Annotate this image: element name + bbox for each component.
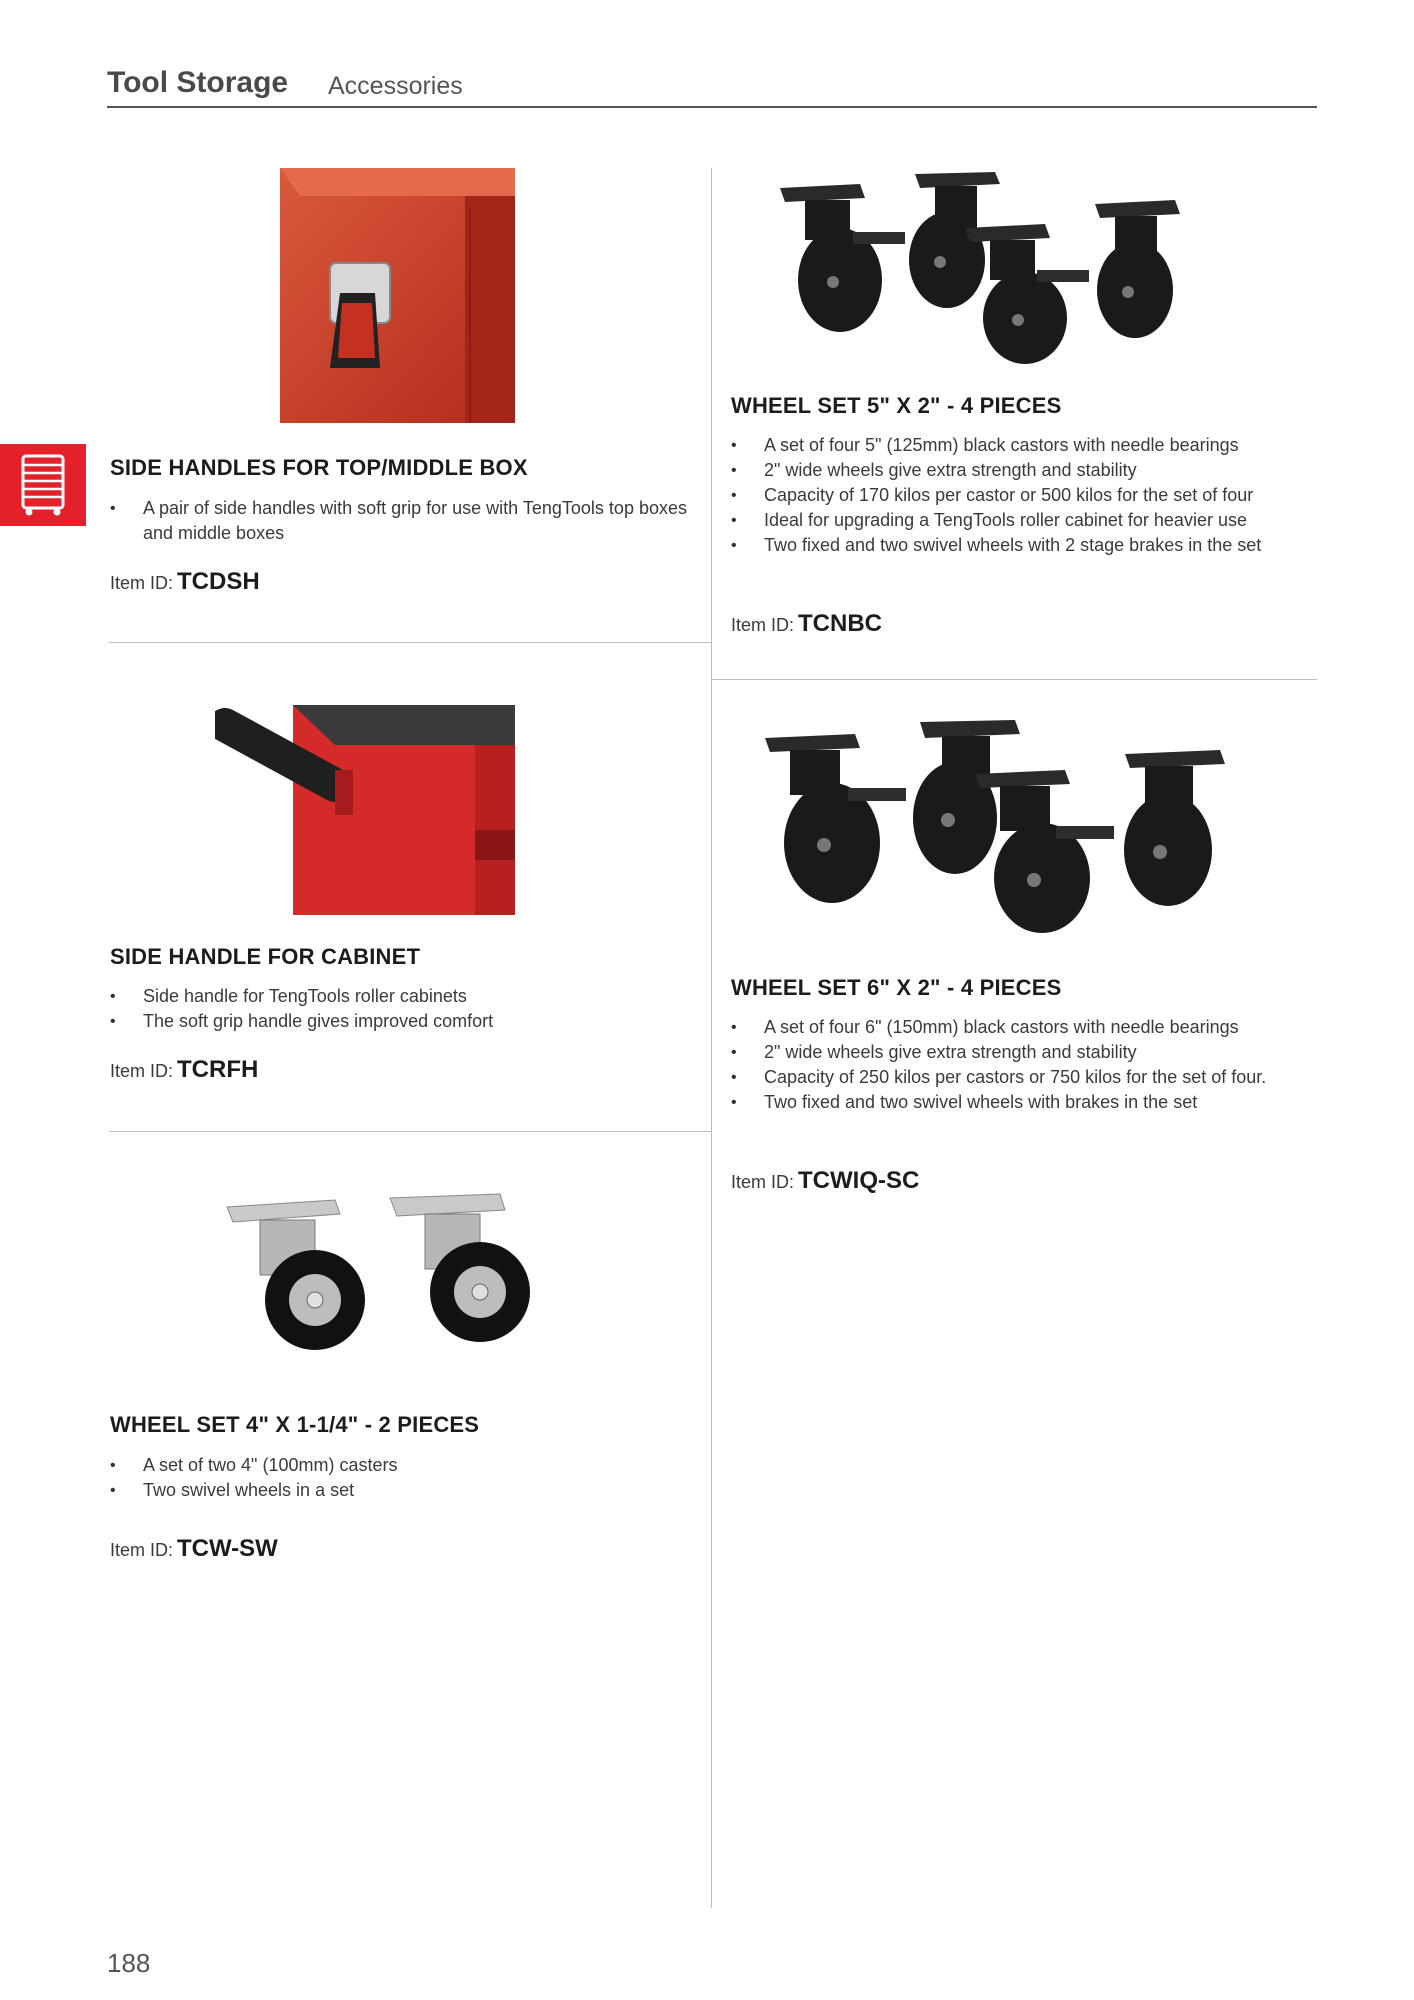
item-id-code: TCRFH <box>177 1056 259 1083</box>
product-title: SIDE HANDLES FOR TOP/MIDDLE BOX <box>110 455 528 480</box>
row-divider <box>109 1131 711 1132</box>
feature-list <box>731 433 1311 558</box>
product-title: WHEEL SET 4" X 1-1/4" - 2 PIECES <box>110 1412 480 1437</box>
feature-item: • Ideal for upgrading a TengTools roller cabinet for heavier use <box>731 508 1311 533</box>
feature-item: • Two swivel wheels in a set <box>110 1478 700 1503</box>
wheel-set-5in-photo <box>775 170 1185 365</box>
feature-item: • A set of four 6" (150mm) black castors with needle bearings <box>731 1015 1311 1040</box>
side-handles-photo <box>280 168 515 423</box>
section-tab-marker <box>0 444 86 526</box>
feature-item: • 2" wide wheels give extra strength and stability <box>731 1040 1311 1065</box>
item-id <box>110 1056 258 1084</box>
item-id <box>731 610 882 638</box>
item-id-label: Item ID: <box>110 1061 174 1081</box>
tool-cabinet-icon <box>20 453 66 517</box>
feature-list <box>731 1015 1311 1115</box>
feature-item: • Two fixed and two swivel wheels with 2 stage brakes in the set <box>731 533 1311 558</box>
column-divider <box>711 168 712 1908</box>
item-id-code: TCWIQ-SC <box>798 1167 920 1194</box>
feature-list <box>110 1453 700 1503</box>
product-title: WHEEL SET 6" X 2" - 4 PIECES <box>731 975 1062 1000</box>
feature-item: • Side handle for TengTools roller cabinets <box>110 984 700 1009</box>
page-number: 188 <box>107 1948 151 1978</box>
feature-item: • A set of two 4" (100mm) casters <box>110 1453 700 1478</box>
item-id-code: TCNBC <box>798 610 883 637</box>
item-id-label: Item ID: <box>110 573 174 593</box>
item-id <box>731 1167 919 1195</box>
feature-item: • The soft grip handle gives improved comfort <box>110 1009 700 1034</box>
feature-item: • 2" wide wheels give extra strength and stability <box>731 458 1311 483</box>
cabinet-handle-photo <box>215 700 515 915</box>
wheel-set-4in-photo <box>225 1192 535 1357</box>
item-id-code: TCW-SW <box>177 1535 278 1562</box>
wheel-set-6in-photo <box>760 718 1230 938</box>
product-title: WHEEL SET 5" X 2" - 4 PIECES <box>731 393 1062 418</box>
feature-list <box>110 496 700 546</box>
feature-item: • A set of four 5" (125mm) black castors with needle bearings <box>731 433 1311 458</box>
row-divider <box>109 642 711 643</box>
feature-item: • Capacity of 250 kilos per castors or 750 kilos for the set of four. <box>731 1065 1311 1090</box>
item-id-label: Item ID: <box>731 615 795 635</box>
row-divider <box>711 679 1317 680</box>
item-id <box>110 1535 278 1563</box>
page-header <box>107 62 1317 108</box>
item-id <box>110 568 260 596</box>
item-id-label: Item ID: <box>731 1172 795 1192</box>
section-subtitle: Accessories <box>328 72 463 100</box>
item-id-code: TCDSH <box>177 568 260 595</box>
item-id-label: Item ID: <box>110 1540 174 1560</box>
feature-list <box>110 984 700 1034</box>
feature-item: • A pair of side handles with soft grip for use with TengTools top boxes and middle boxes <box>110 496 700 546</box>
feature-item: • Two fixed and two swivel wheels with brakes in the set <box>731 1090 1311 1115</box>
product-title: SIDE HANDLE FOR CABINET <box>110 944 421 969</box>
feature-item: • Capacity of 170 kilos per castor or 500 kilos for the set of four <box>731 483 1311 508</box>
section-title: Tool Storage <box>107 66 289 99</box>
